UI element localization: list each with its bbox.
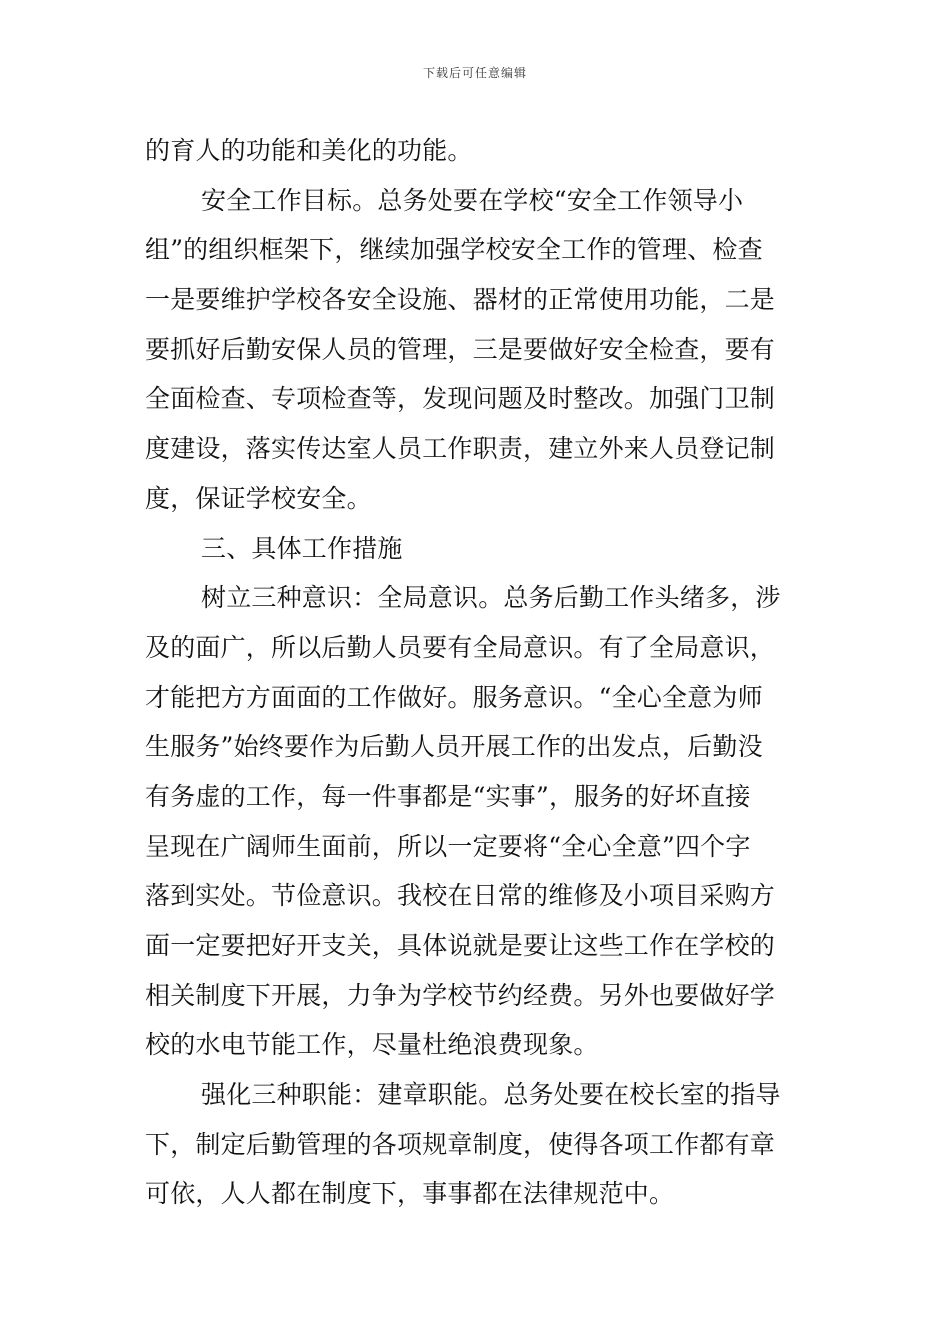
text-line: 相关制度下开展，力争为学校节约经费。另外也要做好学 [145,980,776,1010]
text-line: 面一定要把好开支关，具体说就是要让这些工作在学校的 [145,931,776,960]
text-line: 度，保证学校安全。 [145,483,372,513]
text-line: 一是要维护学校各安全设施、器材的正常使用功能，二是 [145,285,776,315]
text-line: 呈现在广阔师生面前，所以一定要将“全心全意”四个字 [145,831,751,861]
document-body [145,126,810,1219]
text-line: 才能把方方面面的工作做好。服务意识。“全心全意为师 [145,682,763,712]
text-line: 组”的组织框架下，继续加强学校安全工作的管理、检查 [145,235,763,265]
text-line: 全面检查、专项检查等，发现问题及时整改。加强门卫制 [145,384,776,414]
text-line: 度建设，落实传达室人员工作职责，建立外来人员登记制 [145,434,776,464]
text-line: 生服务”始终要作为后勤人员开展工作的出发点，后勤没 [145,732,763,762]
text-line: 安全工作目标。总务处要在学校“安全工作领导小 [201,185,744,215]
text-line: 及的面广，所以后勤人员要有全局意识。有了全局意识， [145,632,776,662]
text-line: 可依，人人都在制度下，事事都在法律规范中。 [145,1179,675,1209]
text-line: 有务虚的工作，每一件事都是“实事”，服务的好坏直接 [145,781,751,811]
text-line: 要抓好后勤安保人员的管理，三是要做好安全检查，要有 [145,334,776,364]
text-line: 强化三种职能：建章职能。总务处要在校长室的指导 [201,1080,781,1110]
page-header: 下载后可任意编辑 [422,66,527,80]
text-line: 树立三种意识：全局意识。总务后勤工作头绪多，涉 [201,583,781,613]
text-line: 的育人的功能和美化的功能。 [145,136,473,165]
text-line: 落到实处。节俭意识。我校在日常的维修及小项目采购方 [145,881,776,911]
section-heading: 三、具体工作措施 [201,533,403,563]
text-line: 下，制定后勤管理的各项规章制度，使得各项工作都有章 [145,1129,776,1159]
text-line: 校的水电节能工作，尽量杜绝浪费现象。 [145,1030,599,1060]
